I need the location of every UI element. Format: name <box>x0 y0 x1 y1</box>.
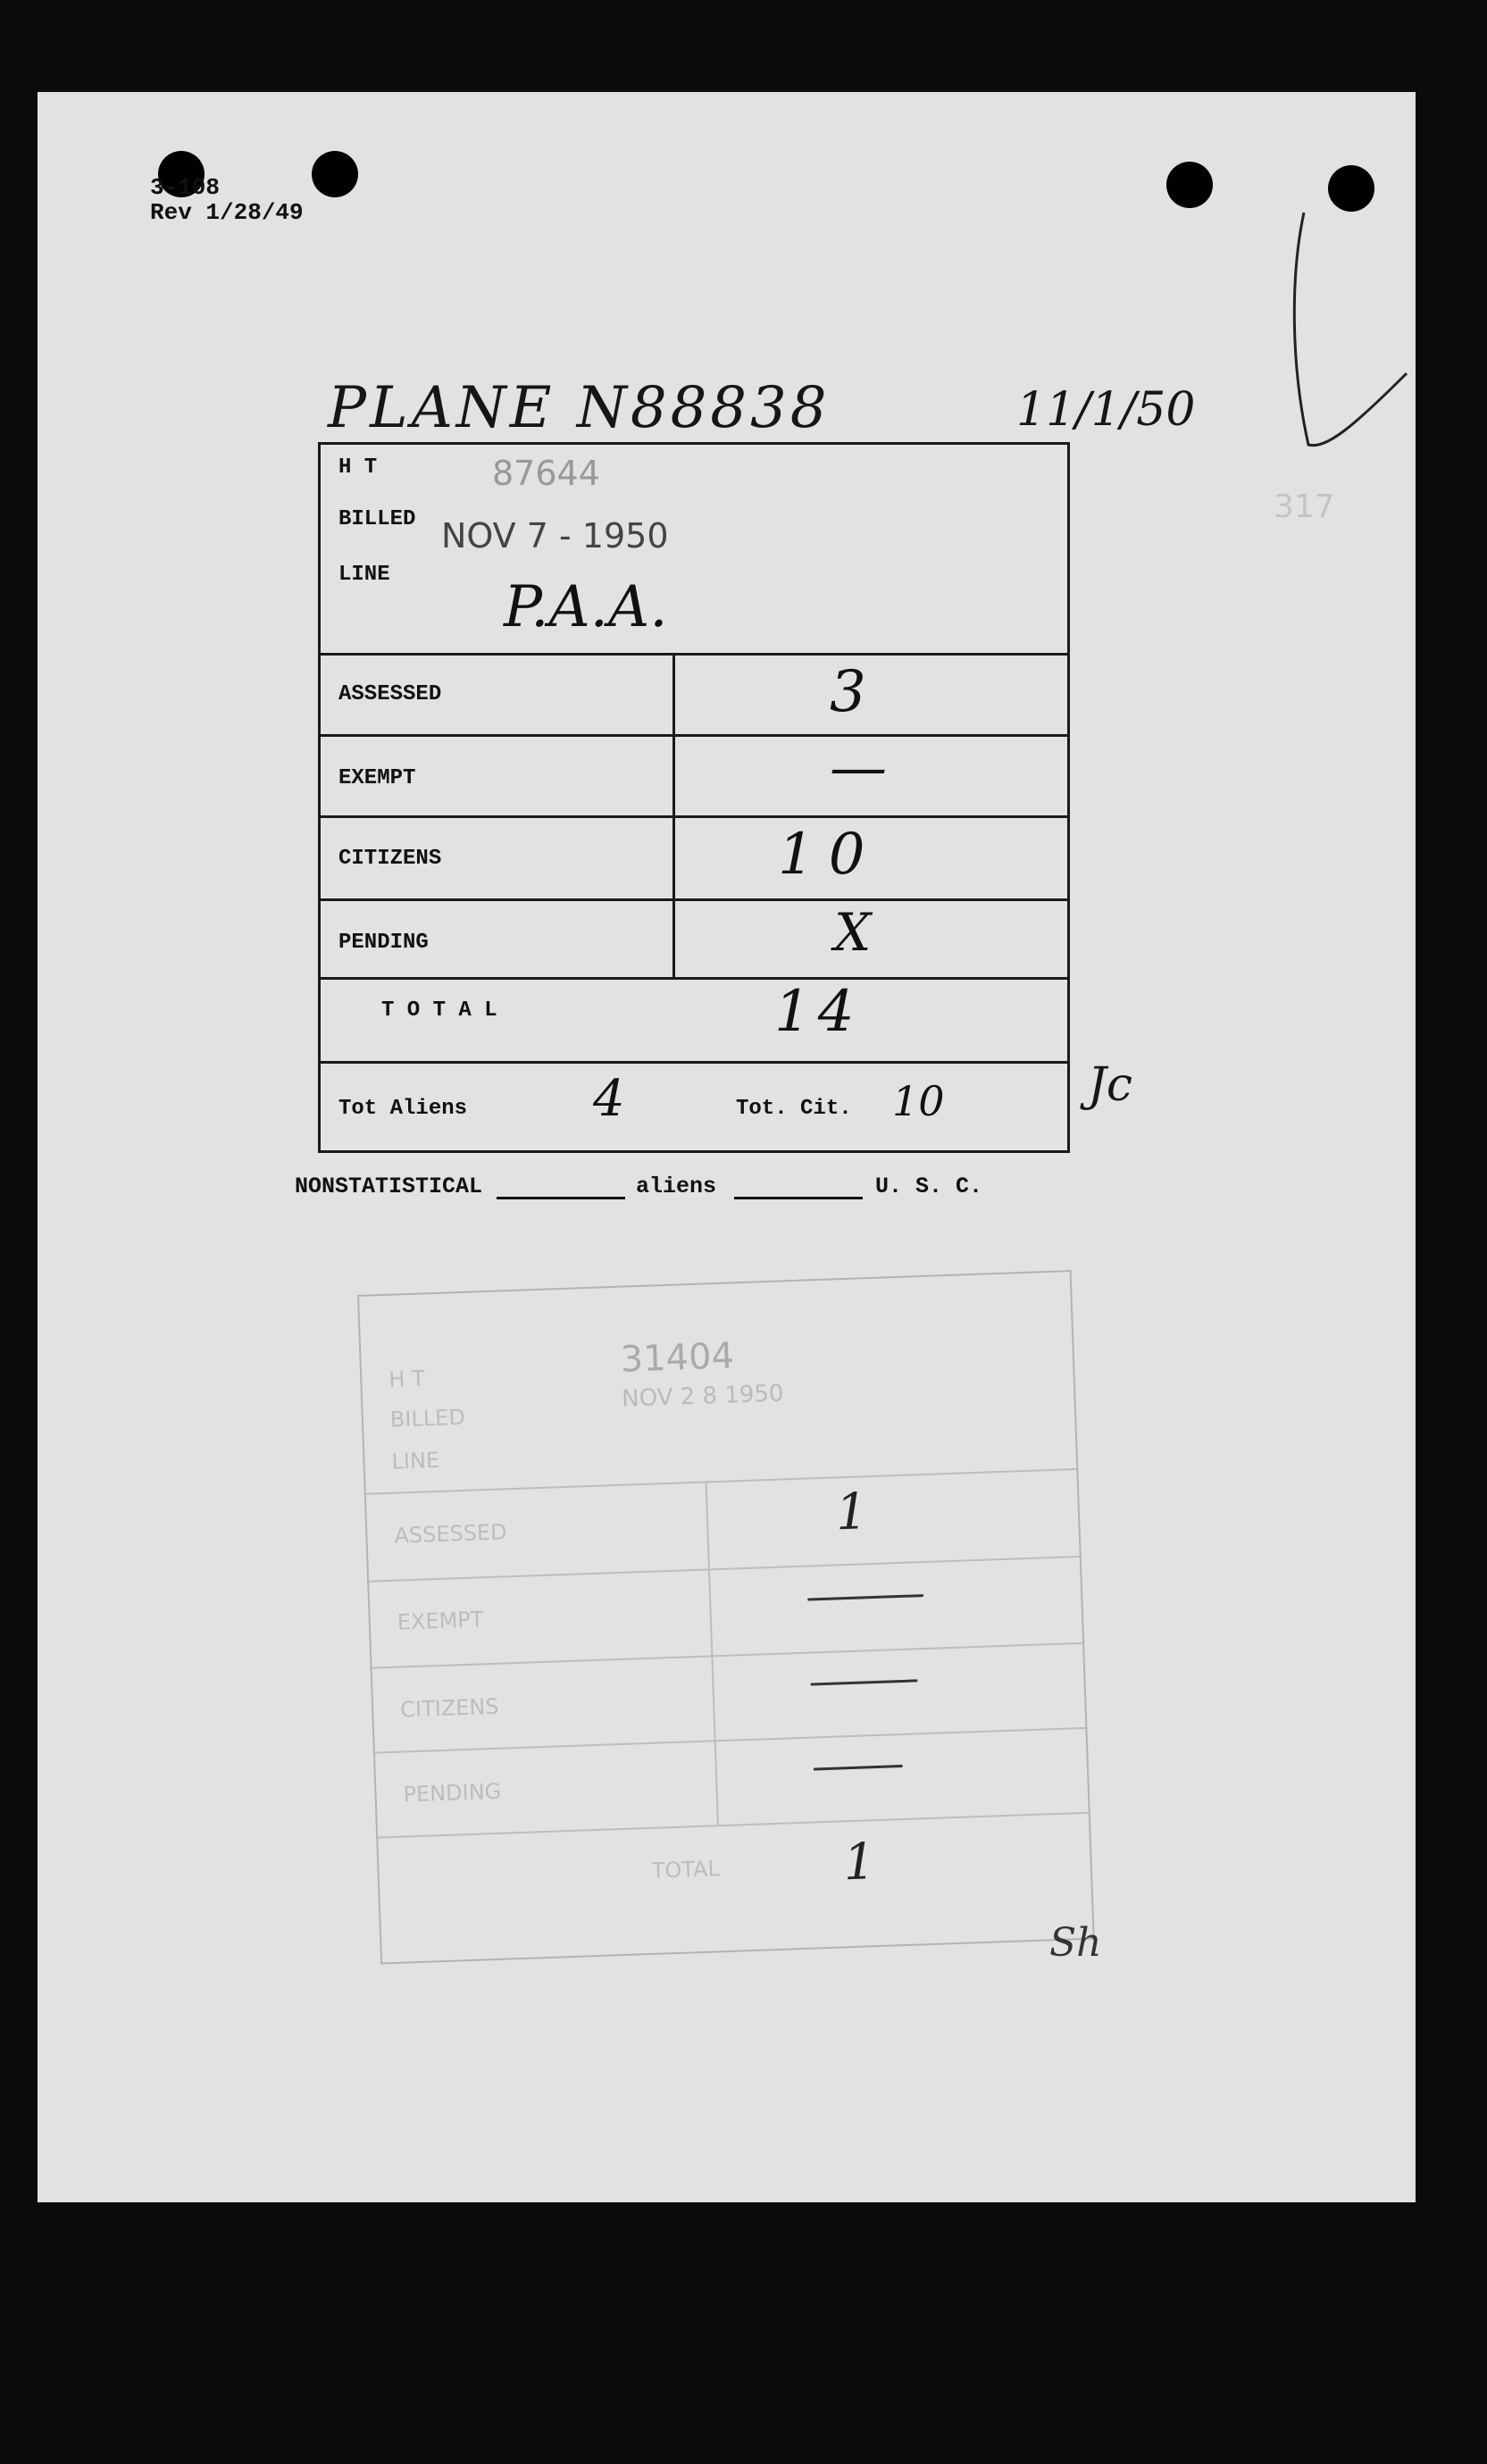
ht-label: H T <box>338 455 378 480</box>
faint-pending-label: PENDING <box>403 1778 502 1808</box>
faint-column-divider <box>706 1481 719 1825</box>
faint-initials: Sh <box>1049 1920 1102 1966</box>
column-divider <box>672 653 675 977</box>
faint-exempt-label: EXEMPT <box>397 1607 484 1635</box>
row-divider <box>321 1061 1067 1064</box>
faint-billed-label: BILLED <box>389 1404 466 1432</box>
faint-row-divider <box>372 1642 1083 1669</box>
faint-row-divider <box>375 1727 1086 1754</box>
faint-row-divider <box>378 1812 1089 1839</box>
citizens-value: 10 <box>778 822 880 888</box>
faint-tally-form <box>357 1270 1095 1964</box>
assessed-label: ASSESSED <box>338 682 442 706</box>
faint-row-divider <box>369 1556 1080 1583</box>
faint-total-value: 1 <box>842 1833 877 1892</box>
total-value: 14 <box>774 979 862 1045</box>
punch-hole <box>1166 162 1213 208</box>
faint-assessed-value: 1 <box>834 1483 869 1542</box>
faint-total-label: TOTAL <box>651 1856 721 1883</box>
faint-line-label: LINE <box>391 1447 440 1474</box>
assessed-value: 3 <box>830 659 866 725</box>
handwritten-date: 11/1/50 <box>1016 383 1196 437</box>
plane-heading: PLANE N88838 <box>328 375 831 441</box>
pending-value: X <box>834 902 872 963</box>
faint-ht-label: H T <box>388 1366 426 1392</box>
exempt-label: EXEMPT <box>338 766 416 790</box>
form-code: 3-108 <box>150 174 221 201</box>
tot-cit-label: Tot. Cit. <box>736 1097 852 1121</box>
exempt-value: — <box>830 735 887 801</box>
line-value: P.A.A. <box>504 574 668 640</box>
revision-date: Rev 1/28/49 <box>150 199 304 226</box>
faint-citizens-label: CITIZENS <box>399 1693 500 1723</box>
checkmark-mark <box>1282 204 1416 463</box>
aliens-blank <box>734 1197 863 1199</box>
main-tally-form <box>318 442 1070 1153</box>
aliens-label: aliens <box>636 1174 717 1199</box>
row-divider <box>321 734 1067 737</box>
billed-date-stamp: NOV 7 - 1950 <box>441 516 669 555</box>
faint-exempt-dash <box>807 1594 923 1601</box>
citizens-label: CITIZENS <box>338 847 442 871</box>
ht-number-stamp: 87644 <box>492 454 600 493</box>
faint-citizens-dash <box>810 1679 917 1685</box>
row-divider <box>321 898 1067 901</box>
total-label: T O T A L <box>381 998 497 1023</box>
line-label: LINE <box>338 563 390 587</box>
reviewer-initials: Jc <box>1088 1058 1132 1112</box>
pending-label: PENDING <box>338 931 429 955</box>
tot-cit-value: 10 <box>892 1077 945 1125</box>
billed-label: BILLED <box>338 507 416 531</box>
tot-aliens-label: Tot Aliens <box>338 1097 468 1121</box>
row-divider <box>321 815 1067 818</box>
faint-ht-number: 31404 <box>619 1335 735 1381</box>
nonstat-blank <box>497 1197 625 1199</box>
nonstatistical-label: NONSTATISTICAL <box>295 1174 483 1199</box>
faint-assessed-label: ASSESSED <box>393 1519 508 1549</box>
page-number-stamp: 317 <box>1274 489 1335 525</box>
tot-aliens-value: 4 <box>593 1070 625 1128</box>
punch-hole <box>312 151 358 197</box>
faint-pending-dash <box>814 1765 903 1770</box>
row-divider <box>321 977 1067 980</box>
faint-billed-date: NOV 2 8 1950 <box>621 1380 784 1413</box>
row-divider <box>321 653 1067 656</box>
faint-row-divider <box>366 1468 1077 1495</box>
usc-label: U. S. C. <box>875 1174 983 1199</box>
